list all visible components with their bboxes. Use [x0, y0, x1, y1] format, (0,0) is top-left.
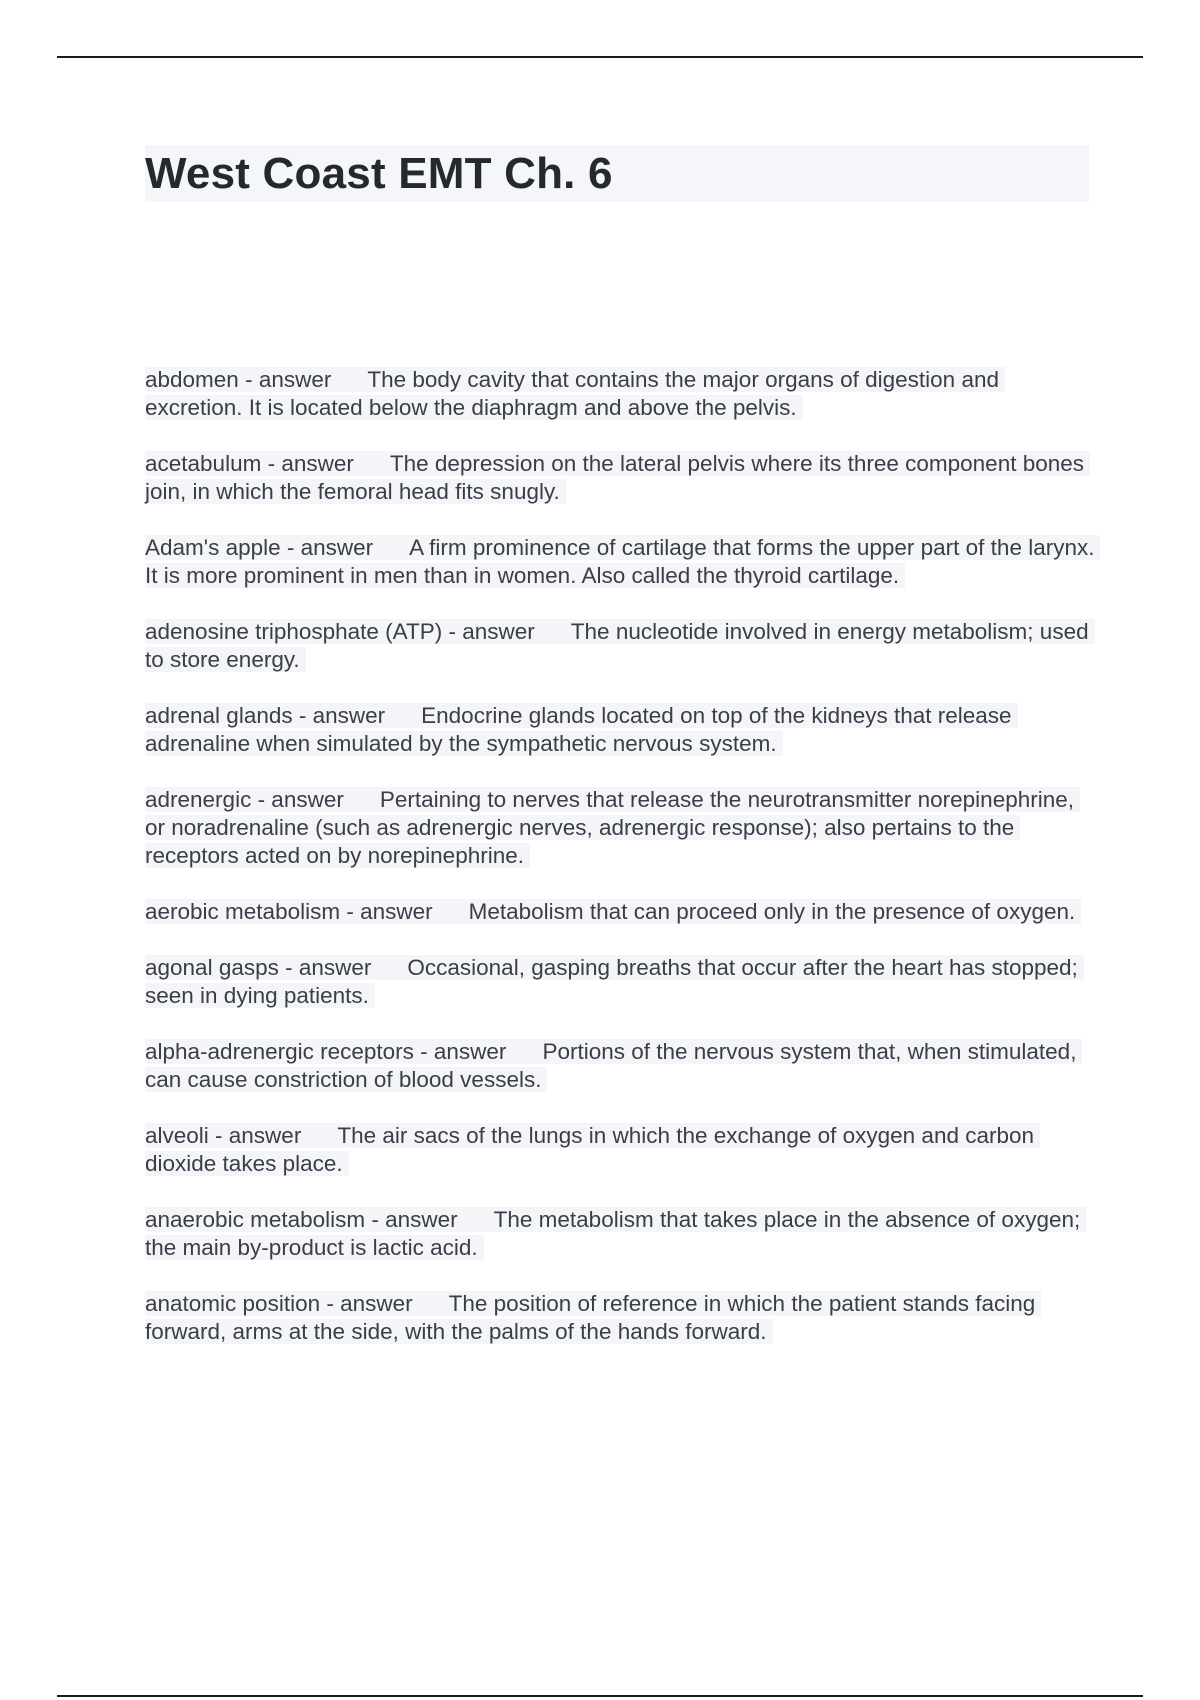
entry-term: agonal gasps - answer [145, 955, 372, 980]
top-rule [57, 56, 1143, 58]
glossary-entry [145, 1038, 1095, 1094]
entry-definition: The metabolism that takes place in the absence of oxygen; the main by-product is lactic acid. [145, 1207, 1081, 1260]
entry-definition: The depression on the lateral pelvis where its three component bones join, in which the femoral head fits snugly. [145, 451, 1085, 504]
glossary-entry [145, 618, 1095, 674]
entry-definition: Endocrine glands located on top of the kidneys that release adrenaline when simulated by the sympathetic nervous system. [145, 703, 1012, 756]
entry-term: anatomic position - answer [145, 1291, 413, 1316]
entry-term: aerobic metabolism - answer [145, 899, 433, 924]
glossary-entry [145, 366, 1095, 422]
entry-definition: The air sacs of the lungs in which the exchange of oxygen and carbon dioxide takes place. [145, 1123, 1035, 1176]
glossary-entry [145, 1122, 1095, 1178]
entry-definition: Metabolism that can proceed only in the presence of oxygen. [468, 899, 1076, 924]
entry-term: acetabulum - answer [145, 451, 354, 476]
glossary-entry [145, 450, 1095, 506]
entry-term: abdomen - answer [145, 367, 332, 392]
entry-term: alpha-adrenergic receptors - answer [145, 1039, 507, 1064]
glossary-entry [145, 954, 1095, 1010]
entry-definition: A firm prominence of cartilage that forms the upper part of the larynx. It is more prominent in men than in women. Also called the thyroid cartilage. [145, 535, 1095, 588]
glossary-entry [145, 898, 1095, 926]
entry-definition: Portions of the nervous system that, when stimulated, can cause constriction of blood vessels. [145, 1039, 1077, 1092]
glossary-entry [145, 702, 1095, 758]
entry-definition: Occasional, gasping breaths that occur after the heart has stopped; seen in dying patients. [145, 955, 1078, 1008]
entry-term: adrenergic - answer [145, 787, 344, 812]
entry-definition: Pertaining to nerves that release the neurotransmitter norepinephrine, or noradrenaline (such as adrenergic nerves, adrenergic response); also pertains to the receptors acted on by norepinephrine. [145, 787, 1075, 868]
bottom-rule [57, 1695, 1143, 1697]
entry-term: adrenal glands - answer [145, 703, 386, 728]
glossary-entry [145, 786, 1095, 870]
glossary-list [145, 366, 1095, 1374]
glossary-entry [145, 534, 1095, 590]
glossary-entry [145, 1206, 1095, 1262]
entry-term: adenosine triphosphate (ATP) - answer [145, 619, 535, 644]
entry-definition: The nucleotide involved in energy metabolism; used to store energy. [145, 619, 1089, 672]
entry-term: anaerobic metabolism - answer [145, 1207, 458, 1232]
entry-definition: The body cavity that contains the major organs of digestion and excretion. It is located below the diaphragm and above the pelvis. [145, 367, 999, 420]
glossary-entry [145, 1290, 1095, 1346]
entry-definition: The position of reference in which the patient stands facing forward, arms at the side, with the palms of the hands forward. [145, 1291, 1036, 1344]
entry-term: Adam's apple - answer [145, 535, 374, 560]
entry-term: alveoli - answer [145, 1123, 302, 1148]
page-title: West Coast EMT Ch. 6 [145, 149, 613, 198]
